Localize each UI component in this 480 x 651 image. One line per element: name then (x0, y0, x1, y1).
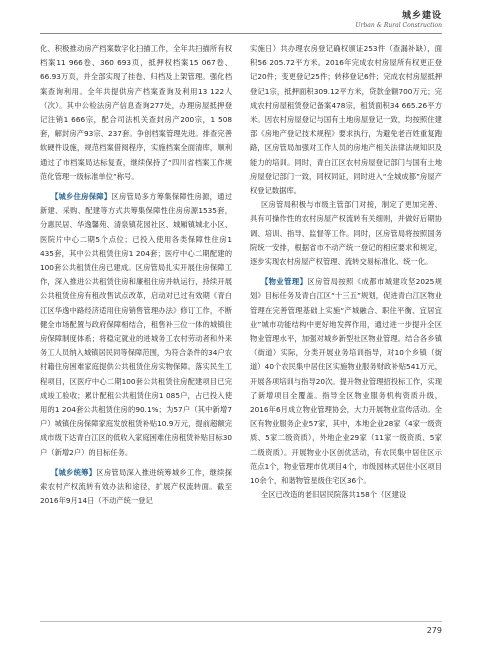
paragraph: 【城乡住房保障】区房管局多方筹集保障性房源，通过新建、采购、配建等方式共筹集保障性住房房源1535套，分惠民居、华逸馨苑、清泉镇花园社区、城厢镇城北小区、医院片中心二期5个点位；已投入使用各类保障性住房1 435套，其中公共租赁住房1 204套；医疗中心二期配建的100套公共租赁住房已建成。区房管局扎实开展住房保障工作，深入推进公共租赁住房和廉租住房并轨运行，持续开展公共租赁住房有租改售试点改革，启动对已过有效期《青白江区华逸中路经济适用住房销售管理办法》修订工作，不断健全市场配置与政府保障相结合，租售补三位一体的城镇住房保障制度体系；将稳定就业的进城务工农村劳动者和外来务工人员纳入城镇居民同等保障范围，为符合条件的34户农村籍住房困难家庭提供公共租赁住房实物保障。落实民生工程项目，区医疗中心二期100套公共租赁住房配建项目已完成竣工验收；累计配租公共租赁住房1 085户，占已投入使用的1 204套公共租赁住房的90.1%；为57户（其中新增7户）城镇住房保障家庭发放租赁补贴10.9万元，提前超额完成市级下达青白江区的低收入家庭困难住房租赁补贴目标30户（新增2户）的目标任务。 (40, 192, 233, 457)
paragraph: 【城乡统筹】区房管局深入推进统筹城乡工作，继续探索农村产权流转有效办法和途径，扩展产权流转面。截至2016年9月14日（不动产统一登记 (40, 467, 233, 506)
paragraph: 区房管局积极与市级主管部门对接，制定了更加完善、具有可操作性的农村房屋产权流转有关细则，并做好后期协调、培训、指导、监督等工作。同时，区房管局将按照国务院统一安排，根据省市不动产统一登记的相应要求和规定，逐步实现农村房屋产权管理、流转交易标准化、统一化。 (250, 200, 442, 267)
footer-rule (40, 621, 442, 622)
section-tag: 【城乡住房保障】 (50, 192, 112, 202)
section-tag: 【城乡统筹】 (50, 467, 97, 477)
header-title: 城乡建设 (401, 11, 442, 21)
page-number: 279 (426, 626, 442, 635)
paragraph: 全区已改造的老旧居民院落共158个（区建设 (260, 490, 407, 500)
paragraph: 实施日）共办理农房登记确权颁证253件（查漏补缺），面积56 205.72平方米。2016年完成农村房屋所有权更正登记20件；变更登记25件；转移登记6件；完成农村房屋抵押登记1宗，抵押面积309.12平方米，贷款金额700万元；完成农村房屋租赁登记备案478宗，租赁面积34 665.26平方米。因农村房屋登记与国有土地房屋登记一致，均按照住建部《房地产登记技术规程》要求执行，为避免老百姓重复跑路，区房管局加强对工作人员的房地产相关法律法规知识及能力的培训。同时，青白江区农村房屋登记部门与国有土地房屋登记部门一致，同权同证，同时进入“全城成都”房屋产权登记数据库。 (250, 44, 442, 196)
section-tag: 【物业管理】 (260, 277, 308, 287)
left-column (40, 42, 232, 509)
paragraph: 【物业管理】区房管局按照《成都市城建攻坚2025规划》目标任务及青白江区“十三五”规划，促进青白江区物业管理在完善管理基础上实施“产城融合、职住平衡、宜居宜业”城市功能结构中更好地发挥作用，通过进一步提升全区物业管理水平，加强对城乡新型社区物业管理。结合各乡镇（街道）实际，分类开展业务培训指导，对10个乡镇（街道）40个农民集中居住区实施物业服务财政补贴541万元，开展各项培训与指导20次。提升物业管理招投标工作，实现了新增项目全覆盖。指导全区物业服务机构资质升级，2016年6月成立物业管理协会，大力开展物业宣传活动。全区有物业服务企业57家，其中，本地企业28家（4家一级资质、5家二级资质），外地企业29家（11家一级资质、5家二级资质）。开展物业小区创优活动，有农民集中居住区示范点1个，物业管理市优项目4个，市级园林式居住小区项目10余个，和谐物管星级住宅区36个。 (250, 277, 443, 486)
running-header (356, 8, 442, 29)
paragraph: 化、积极推动房产档案数字化扫描工作，全年共扫描所有权档案11 966卷、360 693页，抵押权档案15 067卷、66.93万页，并全部实现了挂卷、归档及上架管理。强化档案查询利用。全年共提供房产档案查询及利用13 122人（次）。其中公检法房产信息查询277处，办理房屋抵押登记注销1 666宗，配合司法机关查封房产200宗，1 508套，解封房产93宗、237套。争创档案管理先进。排查完善软硬件设施，规范档案借阅程序，实施档案全面清库，顺利通过了市档案局达标复查，继续保持了“四川省档案工作规范化管理一级标准单位”称号。 (40, 44, 232, 181)
right-column (250, 42, 442, 503)
header-subtitle: Urban & Rural Construction (355, 22, 442, 29)
header-rule (40, 33, 442, 34)
